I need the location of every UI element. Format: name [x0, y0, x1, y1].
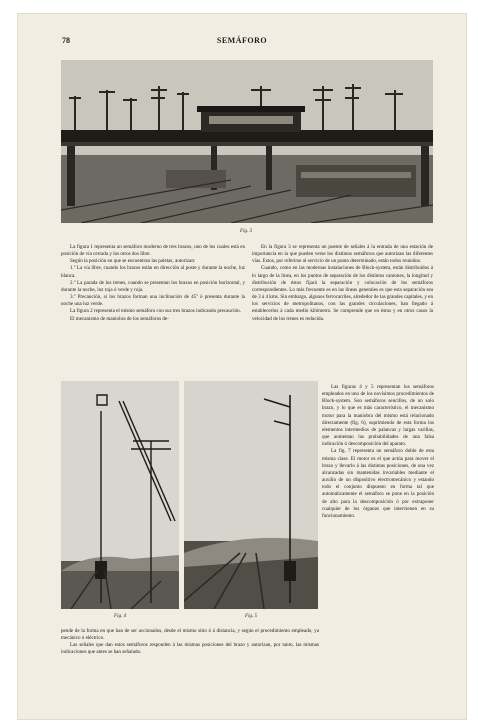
paragraph: 3.º Precaución, si los brazos forman una inclinación de 45º ó presenta durante la noche una luz verde. [61, 294, 245, 308]
paragraph: Las figuras 4 y 5 representan los semáforos empleados en uno de los novísimos procedimientos de Block-system. Son semáforos sencillos, de un solo brazo, y lo que es más característico, el mecanismo motor para la maniobra del mismo está relacionado directamente (fig. 6), suprimiendo de esta forma los elementos intermedios de palancas y largas varillas, que aumentan las probabilidades de una falsa indicación ó descomposición del aparato. [322, 384, 434, 448]
figure-3-photo [61, 60, 433, 223]
figure-5-caption: Fig. 5 [245, 614, 257, 619]
paragraph: Cuando, como en las modernas instalaciones de Block-system, están distribuidos á lo largo de la línea, en los puntos de separación de los distintos cantones, la longitud y distribución de éstos fijará la separación y colocación de los semáforos correspondientes. Lo más frecuente es en las líneas generales es que esta separación sea de 3 á 4 kms. Sin embargo, algunos ferrocarriles, alrededor de las grandes capitales, y en los servicios de metropolitanos, con las grandes circulaciones, han llegado á establecerlos á cada medio kilómetro. Se comprende que en éstos y en otros casos la velocidad de los trenes es reducida. [252, 265, 433, 322]
left-column [61, 244, 245, 372]
paragraph: 1.º La vía libre, cuando los brazos están en dirección al poste y durante la noche, luz blanca. [61, 265, 245, 279]
right-column [252, 244, 433, 384]
paragraph: En la figura 3 se representa un puente de señales á la entrada de una estación de importancia en la que pueden verse los distintos semáforos que autorizan las diferentes vías. Estos, por referirse al servicio de un punto determinado, están todos reunidos. [252, 244, 433, 265]
paragraph: 2.º La parada de los trenes, cuando se presentan los brazos en posición horizontal, y durante la noche, luz roja ó verde y roja. [61, 279, 245, 293]
paragraph: La figura 1 representa un semáforo moderno de tres brazos, uno de los cuales está en posición de vía cerrada y los otros dos libre. [61, 244, 245, 258]
figure-4-caption: Fig. 4 [114, 614, 126, 619]
paragraph: El mecanismo de maniobra de los semáforos de- [70, 315, 169, 322]
paragraph: Las señales que dan estos semáforos responden á las mismas posiciones del brazo y autorizan, por tanto, las mismas indicaciones que antes se han señalado. [61, 642, 319, 656]
page-header [62, 36, 422, 48]
running-title: SEMÁFORO [216, 36, 268, 45]
paragraph: pende de la forma en que han de ser accionados, desde el mismo sitio ó á distancia, y según el procedimiento empleado, ya mecánico ó eléctrico. [61, 628, 319, 642]
paragraph: La fig. 7 representa un semáforo doble de esta misma clase. El motor es el que actúa para mover el brazo y llevarlo á las distintas posiciones, de una vez alcanzadas sin mantenidas invariables mediante el auxilio de un dispositivo electromecánico y estando todo el conjunto dispuesto en forma tal que automáticamente el semáforo se pone en la posición de alto para la descomposición ó por extraponer cualquier de los órganos que intervienen en su funcionamiento. [322, 448, 434, 519]
page-number: 78 [62, 36, 70, 45]
figure-3-caption: Fig. 3 [240, 229, 252, 234]
figure-4-photo [61, 381, 179, 609]
figure-5-photo [184, 381, 318, 609]
side-column [322, 384, 434, 664]
paragraph: La figura 2 representa el mismo semáforo con sus tres brazos indicando precaución. [70, 308, 242, 315]
paragraph: Según la posición en que se encuentran las paletas, autorizan: [70, 258, 196, 265]
bottom-column [61, 628, 319, 684]
